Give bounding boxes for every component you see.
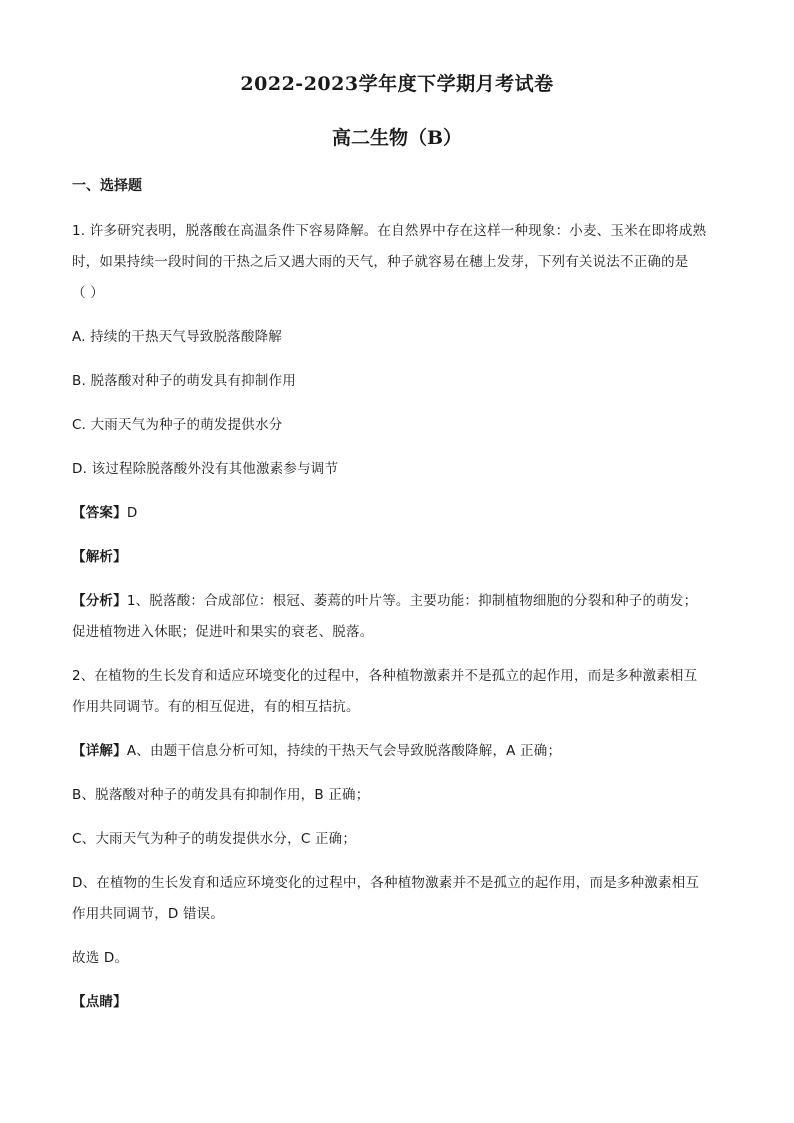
detail-a-text: A、由题干信息分析可知，持续的干热天气会导致脱落酸降解，A 正确； <box>126 743 562 759</box>
question-block <box>72 216 722 1018</box>
question-stem-line-2: 时，如果持续一段时间的干热之后又遇大雨的天气，种子就容易在穗上发芽，下列有关说法不正确的是 <box>72 254 689 270</box>
detail-c-line: C、大雨天气为种子的萌发提供水分，C 正确； <box>72 831 357 847</box>
point-2-line-2: 作用共同调节。有的相互促进，有的相互拮抗。 <box>72 699 360 715</box>
page-subtitle: 高二生物（B） <box>331 127 463 149</box>
conclusion-line: 故选 D。 <box>72 950 129 966</box>
answer-line <box>72 498 722 529</box>
fenxi-label: 【分析】 <box>72 593 127 609</box>
detail-a-line <box>72 736 722 767</box>
question-stem-line-1: 1. 许多研究表明，脱落酸在高温条件下容易降解。在自然界中存在这样一种现象：小麦、玉米在即将成熟 <box>72 223 707 239</box>
detail-d-line-1: D、在植物的生长发育和适应环境变化的过程中，各种植物激素并不是孤立的起作用，而是多种激素相互 <box>72 875 700 891</box>
fenxi-line-2: 促进植物进入休眠；促进叶和果实的衰老、脱落。 <box>72 624 374 640</box>
detail-b-line: B、脱落酸对种子的萌发具有抑制作用，B 正确； <box>72 787 370 803</box>
answer-label: 【答案】 <box>72 505 127 521</box>
option-b: B. 脱落酸对种子的萌发具有抑制作用 <box>72 373 296 389</box>
dianjing-label: 【点睛】 <box>72 994 127 1010</box>
question-stem-line-3: （ ） <box>72 285 104 301</box>
fenxi-line-1 <box>72 586 722 617</box>
fenxi-text-1: 1、脱落酸：合成部位：根冠、萎蔫的叶片等。主要功能：抑制植物细胞的分裂和种子的萌发； <box>126 593 698 609</box>
answer-value: D <box>126 505 138 521</box>
detail-label: 【详解】 <box>72 743 127 759</box>
option-a: A. 持续的干热天气导致脱落酸降解 <box>72 329 282 345</box>
option-c: C. 大雨天气为种子的萌发提供水分 <box>72 417 283 433</box>
page-title: 2022-2023学年度下学期月考试卷 <box>240 73 554 95</box>
detail-d-line-2: 作用共同调节，D 错误。 <box>72 906 225 922</box>
point-2-line-1: 2、在植物的生长发育和适应环境变化的过程中，各种植物激素并不是孤立的起作用，而是多种激素相互 <box>72 668 698 684</box>
option-d: D. 该过程除脱落酸外没有其他激素参与调节 <box>72 461 339 477</box>
analysis-label: 【解析】 <box>72 549 127 565</box>
section-heading: 一、选择题 <box>72 178 142 194</box>
